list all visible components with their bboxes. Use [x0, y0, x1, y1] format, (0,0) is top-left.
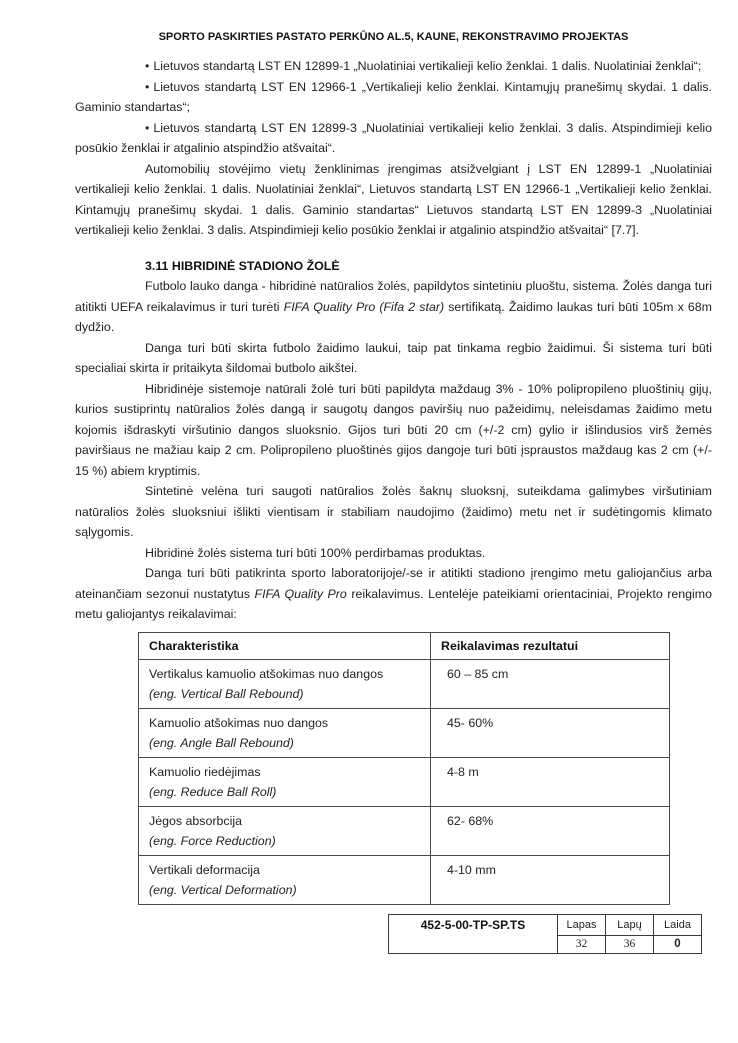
spec-table-header-charakteristika: Charakteristika	[139, 632, 431, 659]
section-paragraph-4: Sintetinė velėna turi saugoti natūralios žolės šaknų sluoksnį, suteikdama galimybes viršutiniam natūralios žolės sluoksniui išlikti vientisam ir stabiliam naudojimo (žaidimo) metu net ir sudėtingomis klimato sąlygomis.	[75, 484, 712, 539]
bullet-text: Lietuvos standartą LST EN 12966-1 „Vertikalieji kelio ženklai. Kintamųjų pranešimų skydai. 1 dalis. Gaminio standartas“;	[75, 79, 712, 114]
spec-value: 60 – 85 cm	[431, 659, 670, 708]
bullet-icon: •	[145, 79, 150, 94]
table-row	[139, 855, 670, 904]
spec-value: 45- 60%	[431, 708, 670, 757]
spec-eng-name: (eng. Force Reduction)	[149, 834, 276, 848]
section-paragraph-5: Hibridinė žolės sistema turi būti 100% perdirbamas produktas.	[145, 545, 486, 560]
footer-label-laida: Laida	[654, 914, 702, 935]
standards-bullet-item	[75, 77, 712, 118]
spec-name: Jėgos absorbcija	[149, 813, 242, 828]
footer-value-laida: 0	[654, 935, 702, 953]
section-paragraph-1	[75, 276, 712, 338]
footer-value-lapas: 32	[558, 935, 606, 953]
spec-eng-name: (eng. Angle Ball Rebound)	[149, 736, 294, 750]
paragraph-text: Danga turi būti patikrinta sporto laboratorijoje/-se ir atitikti stadiono įrengimo metu galiojančius arba ateinančiam sezonui nustatytus	[75, 566, 712, 601]
paragraph-text: reikalavimus. Lentelėje pateikiami orientaciniai, Projekto rengimo metu galiojantys reikalavimai:	[75, 586, 712, 621]
table-row	[139, 708, 670, 757]
standards-bullet-item	[75, 56, 712, 77]
spec-eng-name: (eng. Reduce Ball Roll)	[149, 785, 277, 799]
section-paragraph-2: Danga turi būti skirta futbolo žaidimo laukui, taip pat tinkama regbio žaidimui. Ši sistema turi būti specialiai skirta ir pritaikyta šildomai butbolo aikštei.	[75, 340, 712, 375]
footer-label-lapas: Lapas	[558, 914, 606, 935]
spec-name: Kamuolio riedėjimas	[149, 764, 261, 779]
table-row	[139, 806, 670, 855]
bullet-text: Lietuvos standartą LST EN 12899-3 „Nuolatiniai vertikalieji kelio ženklai. 3 dalis. Atspindimieji kelio posūkio ženklai ir atgalinio atspindžio atšvaitai“.	[75, 120, 712, 155]
title-block-footer	[388, 914, 702, 954]
paragraph-text: Futbolo lauko danga - hibridinė natūralios žolės, papildytos sintetiniu pluoštu, sistema. Žolės danga turi atitikti UEFA reikalavimus ir turi turėti	[75, 279, 712, 314]
spec-eng-name: (eng. Vertical Deformation)	[149, 883, 297, 897]
intro-paragraph: Automobilių stovėjimo vietų ženklinimas įrengimas atsižvelgiant į LST EN 12899-1 „Nuolatiniai vertikalieji kelio ženklai. 1 dalis. Nuolatiniai ženklai“, Lietuvos standartą LST EN 12966-1 „Vertikalieji kelio ženklai. Kintamųjų pranešimų skydai. 1 dalis. Gaminio standartas“ Lietuvos standartą LST EN 12899-3 „Nuolatiniai vertikalieji kelio ženklai. 3 dalis. Atspindimieji kelio posūkio ženklai ir atgalinio atspindžio atšvaitai“ [7.7].	[75, 161, 712, 237]
standards-bullet-item	[75, 118, 712, 159]
spec-eng-name: (eng. Vertical Ball Rebound)	[149, 687, 304, 701]
bullet-icon: •	[145, 120, 150, 135]
spec-value: 62- 68%	[431, 806, 670, 855]
footer-label-lapu: Lapų	[606, 914, 654, 935]
bullet-icon: •	[145, 59, 150, 73]
paragraph-text: sertifikatą. Žaidimo laukas turi būti 105m x 68m dydžio.	[75, 299, 712, 334]
spec-name: Kamuolio atšokimas nuo dangos	[149, 715, 329, 730]
document-header-title: SPORTO PASKIRTIES PASTATO PERKŪNO AL.5, KAUNE, REKONSTRAVIMO PROJEKTAS	[158, 31, 629, 43]
spec-table-header-reikalavimas: Reikalavimas rezultatui	[431, 632, 670, 659]
spec-value: 4-8 m	[431, 757, 670, 806]
table-row	[139, 659, 670, 708]
section-heading: 3.11 HIBRIDINĖ STADIONO ŽOLĖ	[145, 258, 340, 273]
spec-table	[138, 632, 670, 905]
footer-value-lapu: 36	[606, 935, 654, 953]
table-row	[139, 757, 670, 806]
bullet-text: Lietuvos standartą LST EN 12899-1 „Nuolatiniai vertikalieji kelio ženklai. 1 dalis. Nuolatiniai ženklai“;	[153, 59, 702, 73]
fifa-quality-pro-italic: FIFA Quality Pro (Fifa 2 star)	[283, 299, 445, 314]
spec-name: Vertikali deformacija	[149, 862, 260, 877]
section-paragraph-6	[75, 563, 712, 625]
section-paragraph-3: Hibridinėje sistemoje natūrali žolė turi būti papildyta maždaug 3% - 10% polipropileno pluoštinių gijų, kurios sustiprintų natūralios žolės dangą ir saugotų dangos paviršių nuo pažeidimų, neleisdamas žaidimo metu kojomis išdraskyti viršutinio dangos sluoksnio. Gijos turi būti 20 cm (+/-2 cm) gylio ir išlindusios virš žemės paviršiaus ne mažiau kaip 2 cm. Polipropileno pluoštinės gijos dangoje turi būti įspraustos maždaug kas 2 cm (+/- 15 %) abiem kryptimis.	[75, 381, 712, 478]
fifa-quality-pro-italic: FIFA Quality Pro	[254, 586, 347, 601]
spec-table-header-row	[139, 632, 670, 659]
document-code: 452-5-00-TP-SP.TS	[389, 914, 558, 953]
footer-label-row	[389, 914, 702, 935]
spec-name: Vertikalus kamuolio atšokimas nuo dangos	[149, 666, 384, 681]
spec-value: 4-10 mm	[431, 855, 670, 904]
